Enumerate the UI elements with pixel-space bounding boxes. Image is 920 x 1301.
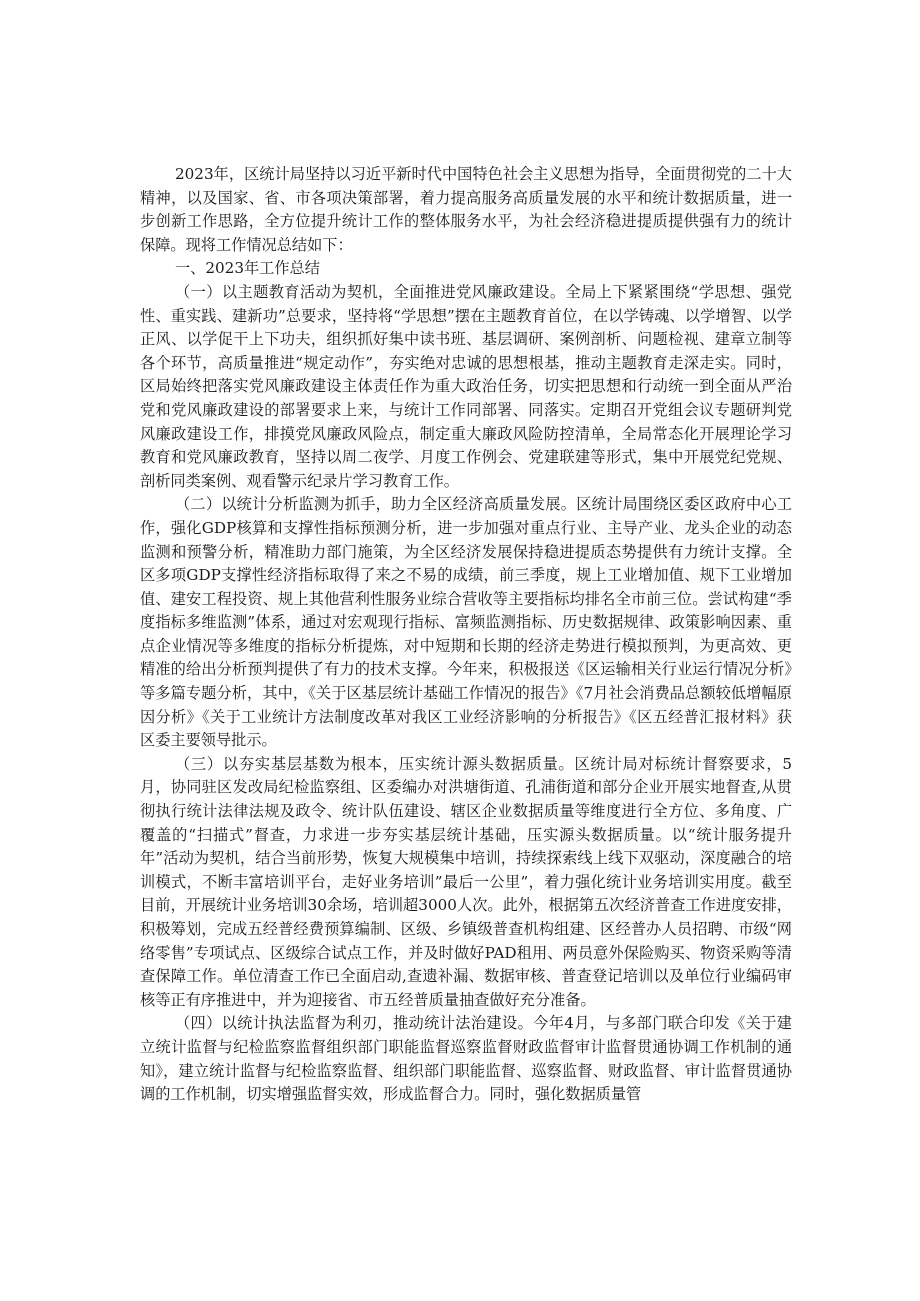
paragraph-law-enforcement: （四）以统计执法监督为利刃，推动统计法治建设。今年4月，与多部门联合印发《关于建立统计监督与纪检监察监督组织部门职能监督巡察监督财政监督审计监督贯通协调工作机制的通知》，建立统计监督与纪检监察监督、组织部门职能监督、巡察监督、财政监督、审计监督贯通协调的工作机制，切实增强监督实效，形成监督合力。同时，强化数据质量管	[140, 1014, 792, 1104]
paragraph-statistical-analysis: （二）以统计分析监测为抓手，助力全区经济高质量发展。区统计局围绕区委区政府中心工作，强化GDP核算和支撑性指标预测分析，进一步加强对重点行业、主导产业、龙头企业的动态监测和预警分析，精准助力部门施策，为全区经济发展保持稳进提质态势提供有力统计支撑。全区多项GDP支撑性经济指标取得了来之不易的成绩，前三季度，规上工业增加值、规下工业增加值、建安工程投资、规上其他营利性服务业综合营收等主要指标均排名全市前三位。尝试构建“季度指标多维监测”体系，通过对宏观现行指标、富频监测指标、历史数据规律、政策影响因素、重点企业情况等多维度的指标分析提炼，对中短期和长期的经济走势进行模拟预判，为更高效、更精准的给出分析预判提供了有力的技术支撑。今年来，积极报送《区运输相关行业运行情况分析》等多篇专题分析，其中，《关于区基层统计基础工作情况的报告》《7月社会消费品总额较低增幅原因分析》《关于工业统计方法制度改革对我区工业经济影响的分析报告》《区五经普汇报材料》获区委主要领导批示。	[140, 495, 792, 750]
paragraph-party-building: （一）以主题教育活动为契机，全面推进党风廉政建设。全局上下紧紧围绕“学思想、强党性、重实践、建新功”总要求，坚持将“学思想”摆在主题教育首位，在以学铸魂、以学增智、以学正风、以学促干上下功夫，组织抓好集中读书班、基层调研、案例剖析、问题检视、建章立制等各个环节，高质量推进“规定动作”，夯实绝对忠诚的思想根基，推动主题教育走深走实。同时，区局始终把落实党风廉政建设主体责任作为重大政治任务，切实把思想和行动统一到全面从严治党和党风廉政建设的部署要求上来，与统计工作同部署、同落实。定期召开党组会议专题研判党风廉政建设工作，排摸党风廉政风险点，制定重大廉政风险防控清单，全局常态化开展理论学习教育和党风廉政教育，坚持以周二夜学、月度工作例会、党建联建等形式，集中开展党纪党规、剖析同类案例、观看警示纪录片学习教育工作。	[140, 282, 792, 490]
intro-paragraph: 2023年，区统计局坚持以习近平新时代中国特色社会主义思想为指导，全面贯彻党的二十大精神，以及国家、省、市各项决策部署，着力提高服务高质量发展的水平和统计数据质量，进一步创新工作思路，全方位提升统计工作的整体服务水平，为社会经济稳进提质提供强有力的统计保障。现将工作情况总结如下：	[140, 165, 792, 254]
document-body	[140, 163, 792, 1107]
section-heading: 一、2023年工作总结	[174, 259, 320, 278]
paragraph-grassroots-data: （三）以夯实基层基数为根本，压实统计源头数据质量。区统计局对标统计督察要求，5月，协同驻区发改局纪检监察组、区委编办对洪塘街道、孔浦街道和部分企业开展实地督查,从贯彻执行统计法律法规及政令、统计队伍建设、辖区企业数据质量等维度进行全方位、多角度、广覆盖的“扫描式”督查，力求进一步夯实基层统计基础，压实源头数据质量。以“统计服务提升年”活动为契机，结合当前形势，恢复大规模集中培训，持续探索线上线下双驱动，深度融合的培训模式，不断丰富培训平台，走好业务培训”最后一公里”，着力强化统计业务培训实用度。截至目前，开展统计业务培训30余场，培训超3000人次。此外，根据第五次经济普查工作进度安排，积极筹划，完成五经普经费预算编制、区级、乡镇级普查机构组建、区经普办人员招聘、市级“网络零售”专项试点、区级综合试点工作，并及时做好PAD租用、两员意外保险购买、物资采购等清查保障工作。单位清查工作已全面启动,查遗补漏、数据审核、普查登记培训以及单位行业编码审核等正有序推进中，并为迎接省、市五经普质量抽查做好充分准备。	[140, 754, 792, 1009]
